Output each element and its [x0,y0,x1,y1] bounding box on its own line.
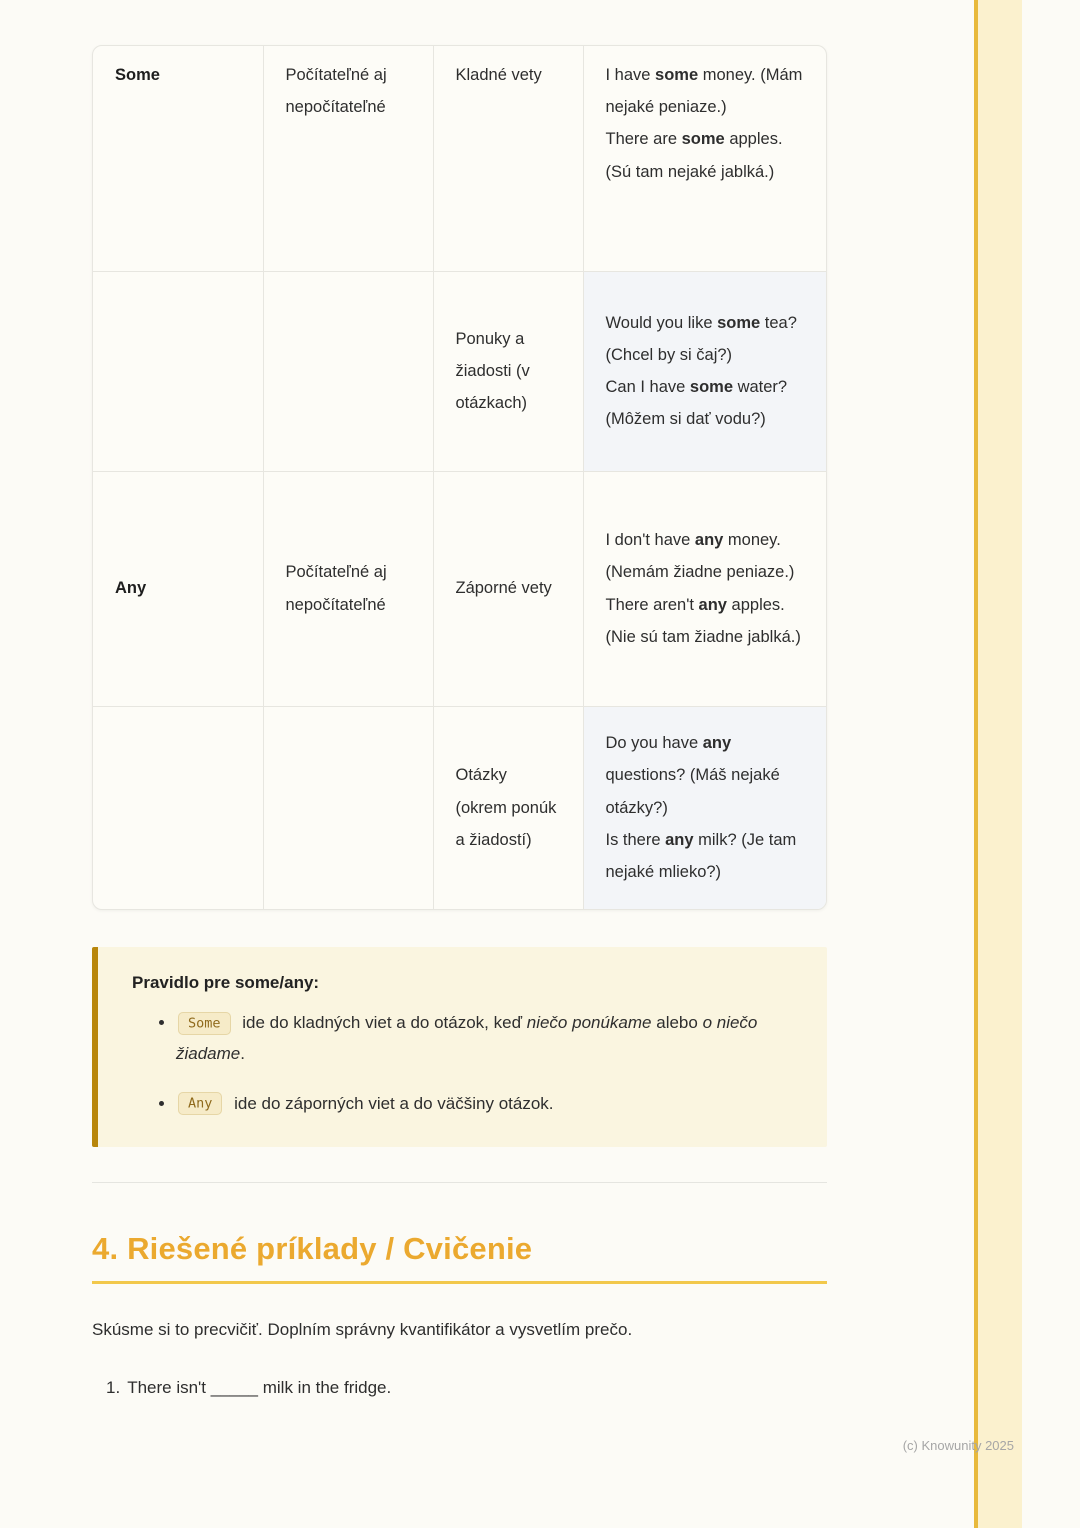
usage-cell: Ponuky a žiadosti (v otázkach) [433,271,583,471]
exercise-item [92,1374,827,1401]
examples-cell: I have some money. (Mám nejaké peniaze.) There are some apples. (Sú tam nejaké jablká.) [583,46,827,271]
exercise-text: There isn't _____ milk in the fridge. [127,1377,392,1397]
document-content [92,0,827,1401]
exercise-number: 1. [106,1377,121,1397]
section-divider [92,1182,827,1183]
callout-bullet-some: • Some ide do kladných viet a do otázok, keď niečo ponúkame alebo o niečo žiadame. [176,1007,797,1070]
quantifier-cell [93,706,263,909]
usage-cell: Kladné vety [433,46,583,271]
usage-cell: Záporné vety [433,471,583,706]
table-row [93,46,827,271]
quantifier-cell: Some [93,46,263,271]
examples-cell: I don't have any money. (Nemám žiadne peniaze.) There aren't any apples. (Nie sú tam žiadne jablká.) [583,471,827,706]
usage-cell: Otázky (okrem ponúk a žiadostí) [433,706,583,909]
section-intro: Skúsme si to precvičiť. Doplním správny kvantifikátor a vysvetlím prečo. [92,1320,633,1340]
countability-cell [263,271,433,471]
table-row [93,706,827,909]
quantifier-cell [93,271,263,471]
countability-cell: Počítateľné aj nepočítateľné [263,471,433,706]
table-row [93,471,827,706]
callout-title: Pravidlo pre some/any: [132,973,320,992]
page-edge-decoration [974,0,1022,1528]
countability-cell: Počítateľné aj nepočítateľné [263,46,433,271]
rule-callout [92,947,827,1147]
callout-bullet-any: • Any ide do záporných viet a do väčšiny otázok. [176,1088,797,1119]
section-heading: 4. Riešené príklady / Cvičenie [92,1231,827,1284]
callout-list [132,1007,797,1119]
quantifier-cell: Any [93,471,263,706]
table-row [93,271,827,471]
copyright-footer: (c) Knowunity 2025 [902,1438,1014,1453]
examples-cell: Would you like some tea? (Chcel by si čaj?) Can I have some water? (Môžem si dať vodu?) [583,271,827,471]
some-any-table [92,45,827,910]
countability-cell [263,706,433,909]
examples-cell: Do you have any questions? (Máš nejaké otázky?) Is there any milk? (Je tam nejaké mlieko?) [583,706,827,909]
